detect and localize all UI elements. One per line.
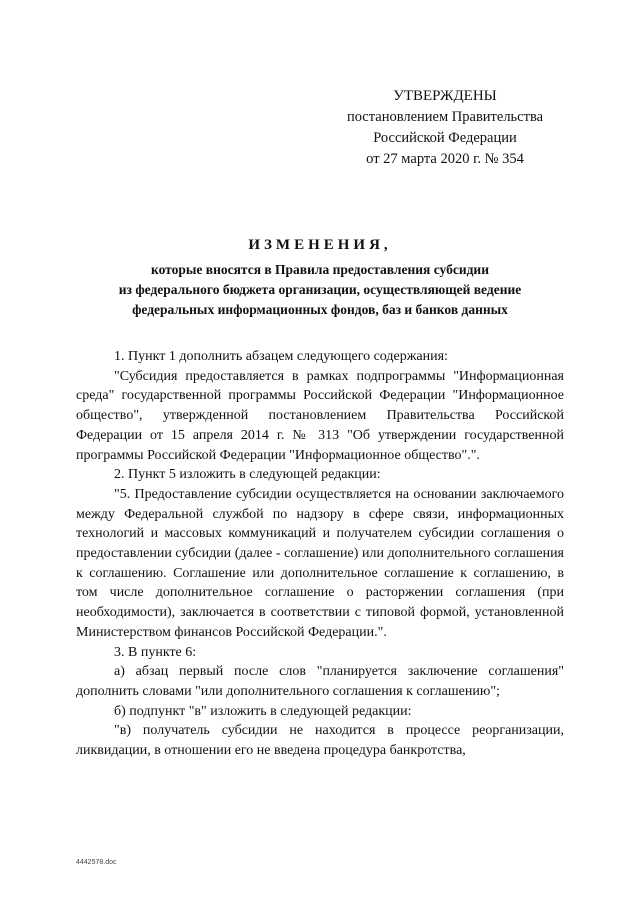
subtitle-line: федеральных информационных фондов, баз и банков данных (132, 302, 508, 317)
paragraph: 1. Пункт 1 дополнить абзацем следующего содержания: (114, 349, 448, 364)
approval-date-number: от 27 марта 2020 г. № 354 (366, 151, 524, 167)
approval-heading: УТВЕРЖДЕНЫ (393, 88, 497, 104)
approval-block (330, 86, 560, 170)
file-name-footer: 4442578.doc (76, 859, 117, 866)
paragraph: "в) получатель субсидии не находится в процессе реорганизации, ликвидации, в отношении его не введена процедура банкротства, (76, 723, 564, 759)
paragraph: 2. Пункт 5 изложить в следующей редакции: (114, 467, 381, 483)
paragraph: б) подпункт "в" изложить в следующей редакции: (114, 703, 412, 719)
paragraph: "Субсидия предоставляется в рамках подпрограммы "Информационная среда" государственной программы Российской Федерации "Информационное общество", утвержденной постановлением Правительства Российской Федерации от 15 апреля 2014 г. № 313 "Об утверждении государственной программы Российской Федерации "Информационное общество".". (76, 368, 564, 463)
subtitle-line: из федерального бюджета организации, осуществляющей ведение (118, 282, 522, 297)
paragraph: а) абзац первый после слов "планируется заключение соглашения" дополнить словами "или дополнительного соглашения к соглашению"; (76, 664, 564, 699)
paragraph: 3. В пункте 6: (114, 644, 197, 660)
paragraph: "5. Предоставление субсидии осуществляется на основании заключаемого между Федеральной службой по надзору в сфере связи, информационных технологий и массовых коммуникаций и получателем субсидии соглашения о предоставлении субсидии (далее - соглашение) или дополнительного соглашения к соглашению. Соглашение или дополнительное соглашение к соглашению, в том числе дополнительное соглашение о расторжении соглашения (при необходимости), заключается в соответствии с типовой формой, установленной Министерством финансов Российской Федерации.". (76, 486, 564, 640)
document-body (76, 347, 564, 761)
approval-line: постановлением Правительства (346, 109, 544, 125)
subtitle-line: которые вносятся в Правила предоставления субсидии (151, 262, 489, 277)
document-subtitle (60, 260, 580, 320)
approval-line: Российской Федерации (373, 130, 517, 146)
document-title: ИЗМЕНЕНИЯ, (248, 237, 392, 253)
